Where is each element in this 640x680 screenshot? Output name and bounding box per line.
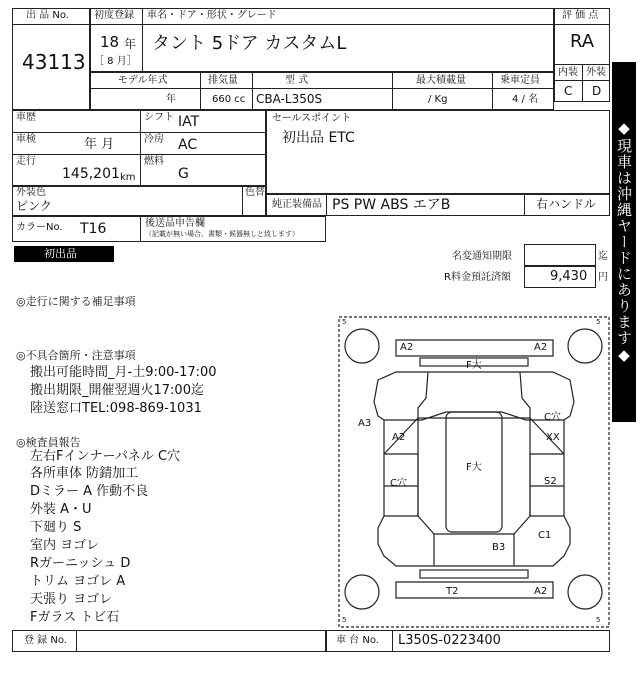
reg-month: ［ 8 月］ bbox=[94, 56, 137, 67]
details-box bbox=[12, 110, 266, 186]
inspector-line: Dミラー A 作動不良 bbox=[30, 484, 149, 499]
inspector-line: 各所車体 防錆加工 bbox=[30, 466, 139, 481]
equip-label: 純正装備品 bbox=[272, 199, 322, 210]
lot-label: 出 品 No. bbox=[26, 10, 69, 21]
ac-value: AC bbox=[178, 137, 198, 153]
damage-mark: C穴 bbox=[544, 412, 561, 423]
damage-mark: A2 bbox=[392, 432, 406, 443]
inspection-value: 年 月 bbox=[84, 137, 115, 152]
first-listing-badge-text: 初出品 bbox=[44, 247, 77, 260]
fuel-value: G bbox=[178, 166, 189, 182]
load-value: / Kg bbox=[428, 94, 448, 105]
exterior-grade: D bbox=[592, 84, 602, 98]
first-reg-label: 初度登録 bbox=[94, 10, 134, 21]
damage-mark: A3 bbox=[358, 418, 372, 429]
inspector-line: 天張り ヨゴレ bbox=[30, 592, 113, 607]
mileage-label: 走行 bbox=[16, 156, 36, 167]
reg-no-label: 登 録 No. bbox=[24, 635, 67, 646]
after-note: （記載が無い場合、書類・候器無しと致します） bbox=[145, 230, 299, 238]
car-damage-diagram bbox=[338, 316, 610, 628]
capacity-label: 乗車定員 bbox=[500, 75, 540, 86]
fuel-label: 燃料 bbox=[144, 156, 164, 167]
inspector-line: Fガラス トビ石 bbox=[30, 610, 120, 625]
mileage-value: 145,201 bbox=[62, 166, 120, 182]
damage-mark: S2 bbox=[544, 476, 557, 487]
damage-mark: A2 bbox=[534, 342, 548, 353]
color-value: ピンク bbox=[16, 199, 52, 213]
inspection-label: 車検 bbox=[16, 134, 36, 145]
inspector-heading: ◎検査員報告 bbox=[16, 436, 81, 449]
colorno-value: T16 bbox=[80, 221, 107, 237]
name-change-label: 名変通知期限 bbox=[452, 251, 512, 262]
lot-number: 43113 bbox=[22, 50, 86, 74]
reg-year-unit: 年 bbox=[124, 37, 137, 51]
shift-value: IAT bbox=[178, 114, 200, 130]
chassis-value: L350S-0223400 bbox=[398, 633, 501, 648]
inspector-line: 外装 A・U bbox=[30, 502, 92, 517]
after-label: 後送品申告欄 bbox=[145, 218, 205, 229]
damage-mark: T2 bbox=[446, 586, 459, 597]
equip-value: PS PW ABS エアB bbox=[332, 197, 451, 213]
sales-value: 初出品 ETC bbox=[282, 130, 355, 146]
yard-location-text: ◆現車は沖縄ヤードにあります◆ bbox=[615, 119, 633, 365]
type-label: 型 式 bbox=[285, 75, 309, 86]
model-year-unit: 年 bbox=[166, 94, 176, 105]
ac-label: 冷房 bbox=[144, 134, 164, 145]
type-value: CBA-L350S bbox=[256, 92, 323, 106]
reg-year: 18 bbox=[100, 33, 120, 51]
name-change-unit: 迄 bbox=[598, 251, 608, 262]
tire-label: 5 bbox=[596, 318, 601, 326]
defect-line: 陸送窓口TEL:098-869-1031 bbox=[30, 401, 202, 416]
recycle-label: R料金預託済額 bbox=[444, 272, 511, 283]
colorno-label: カラーNo. bbox=[16, 222, 63, 233]
damage-mark: C1 bbox=[538, 530, 552, 541]
yard-location-banner bbox=[612, 62, 636, 422]
handle-value: 右ハンドル bbox=[536, 197, 597, 211]
chassis-label: 車 台 No. bbox=[336, 635, 379, 646]
car-name: タント 5ドア カスタムL bbox=[152, 33, 347, 54]
displacement-value: 660 cc bbox=[212, 94, 246, 105]
load-label: 最大積載量 bbox=[416, 75, 466, 86]
color-label: 外装色 bbox=[16, 187, 46, 198]
grade-value: RA bbox=[570, 31, 595, 52]
color-change-label: 色替 bbox=[245, 187, 265, 198]
mileage-unit: km bbox=[120, 172, 136, 183]
damage-mark: A2 bbox=[534, 586, 548, 597]
exterior-label: 外装 bbox=[586, 67, 606, 78]
inspector-line: トリム ヨゴレ A bbox=[30, 574, 126, 589]
damage-mark: B3 bbox=[492, 542, 506, 553]
recycle-unit: 円 bbox=[598, 272, 608, 283]
grade-label: 評 価 点 bbox=[562, 10, 599, 21]
damage-mark: C穴 bbox=[390, 478, 407, 489]
inspector-line: Rガーニッシュ D bbox=[30, 556, 131, 571]
interior-grade: C bbox=[564, 84, 573, 98]
shift-label: シフト bbox=[144, 112, 174, 123]
name-change-box bbox=[524, 244, 596, 266]
car-name-label: 車名・ドア・形状・グレード bbox=[147, 10, 277, 21]
damage-mark: XX bbox=[546, 432, 560, 443]
inspector-line: 下廻り S bbox=[30, 520, 82, 535]
defect-line: 搬出可能時間_月-土9:00-17:00 bbox=[30, 365, 217, 380]
defect-heading: ◎不具合箇所・注意事項 bbox=[16, 349, 136, 362]
displacement-label: 排気量 bbox=[208, 75, 238, 86]
capacity-value: 4 / 名 bbox=[512, 94, 539, 105]
history-label: 車歴 bbox=[16, 112, 36, 123]
inspector-line: 左右Fインナーパネル C穴 bbox=[30, 449, 181, 464]
tire-label: 5 bbox=[596, 616, 601, 624]
damage-mark: A2 bbox=[400, 342, 414, 353]
defect-line: 搬出期限_開催翌週火17:00迄 bbox=[30, 383, 204, 398]
inspector-line: 室内 ヨゴレ bbox=[30, 538, 100, 553]
interior-label: 内装 bbox=[558, 67, 578, 78]
tire-label: 5 bbox=[342, 616, 347, 624]
recycle-value: 9,430 bbox=[550, 269, 588, 284]
model-year-label: モデル年式 bbox=[118, 75, 168, 86]
damage-mark: F大 bbox=[466, 462, 482, 473]
damage-mark: F大 bbox=[466, 360, 482, 371]
tire-label: 5 bbox=[342, 318, 347, 326]
sales-label: セールスポイント bbox=[272, 113, 352, 124]
drive-heading: ◎走行に関する補足事項 bbox=[16, 295, 136, 308]
